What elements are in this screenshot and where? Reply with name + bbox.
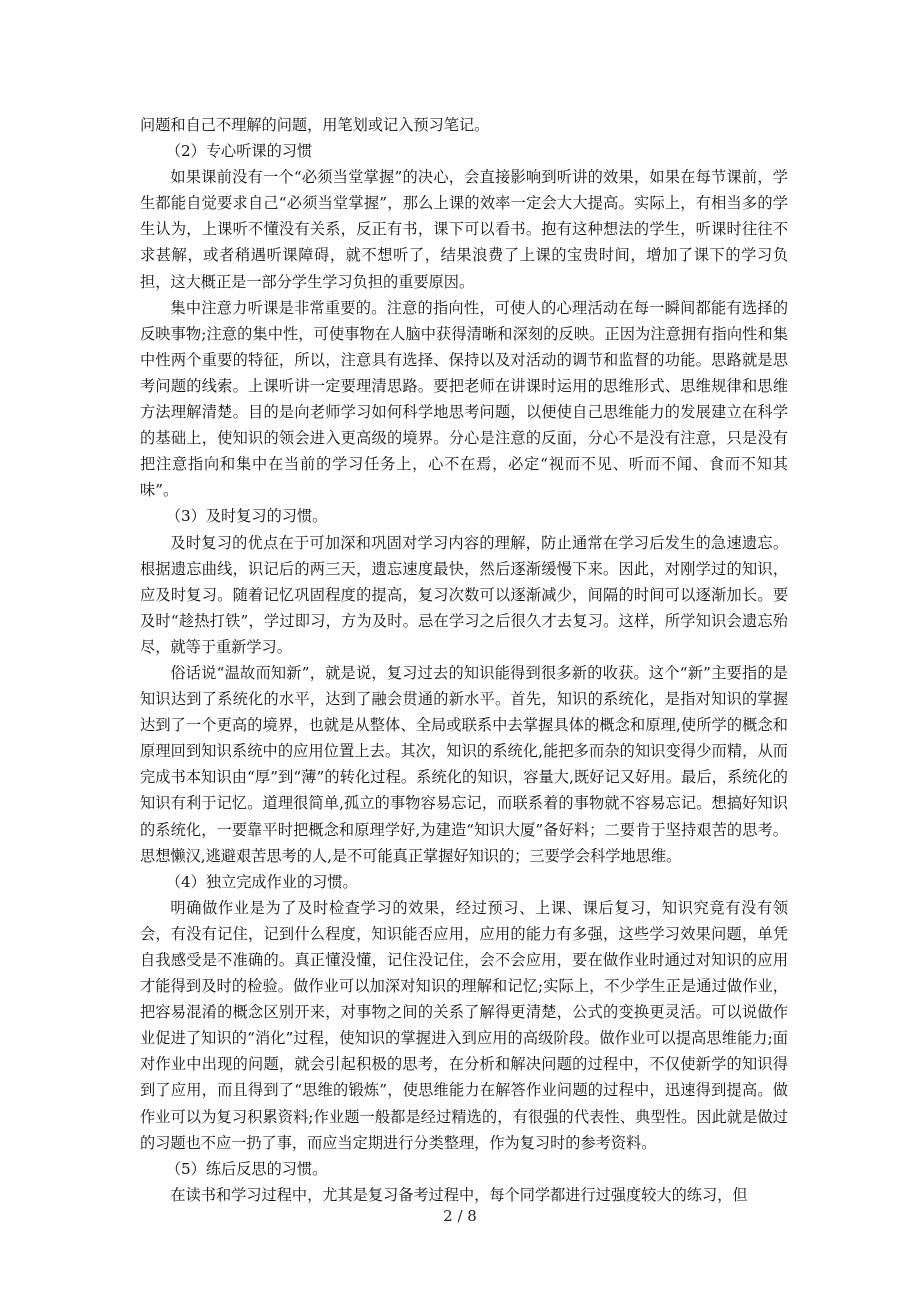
paragraph: 俗话说“温故而知新”，就是说，复习过去的知识能得到很多新的收获。这个“新”主要指的是知识达到了系统化的水平，达到了融会贯通的新水平。首先，知识的系统化，是指对知识的掌握达到了一个更高的境界，也就是从整体、全局或联系中去掌握具体的概念和原理,使所学的概念和原理回到知识系统中的应用位置上去。其次，知识的系统化,能把多而杂的知识变得少而精，从而完成书本知识由“厚”到“薄”的转化过程。系统化的知识，容量大,既好记又好用。最后，系统化的知识有利于记忆。道理很简单,孤立的事物容易忘记，而联系着的事物就不容易忘记。想搞好知识的系统化，一要靠平时把概念和原理学好,为建造“知识大厦”备好料；二要肯于坚持艰苦的思考。思想懒汉,逃避艰苦思考的人,是不可能真正掌握好知识的；三要学会科学地思维。 (140, 663, 788, 865)
page-number: 2 / 8 (443, 1207, 477, 1225)
section-heading-homework: （4）独立完成作业的习惯。 (165, 872, 358, 891)
paragraph: 在读书和学习过程中，尤其是复习备考过程中，每个同学都进行过强度较大的练习，但 (170, 1185, 748, 1204)
paragraph: 如果课前没有一个“必须当堂掌握”的决心，会直接影响到听讲的效果，如果在每节课前，学生都能自觉要求自己“必须当堂掌握”，那么上课的效率一定会大大提高。实际上，有相当多的学生认为，上课听不懂没有关系，反正有书，课下可以看书。抱有这种想法的学生，听课时往往不求甚解，或者稍遇听课障碍，就不想听了，结果浪费了上课的宝贵时间，增加了课下的学习负担，这大概正是一部分学生学习负担的重要原因。 (140, 168, 788, 291)
paragraph: 及时复习的优点在于可加深和巩固对学习内容的理解，防止通常在学习后发生的急速遗忘。根据遗忘曲线，识记后的两三天，遗忘速度最快，然后逐渐缓慢下来。因此，对刚学过的知识，应及时复习。随着记忆巩固程度的提高，复习次数可以逐渐减少，间隔的时间可以逐渐加长。要及时“趁热打铁”，学过即习，方为及时。忌在学习之后很久才去复习。这样，所学知识会遗忘殆尽，就等于重新学习。 (140, 533, 788, 656)
section-heading-reflection: （5）练后反思的习惯。 (165, 1159, 328, 1178)
document-body (140, 112, 788, 1208)
paragraph: 明确做作业是为了及时检查学习的效果，经过预习、上课、课后复习，知识究竟有没有领会，有没有记住，记到什么程度，知识能否应用，应用的能力有多强，这些学习效果问题，单凭自我感受是不准确的。真正懂没懂，记住没记住，会不会应用，要在做作业时通过对知识的应用才能得到及时的检验。做作业可以加深对知识的理解和记忆;实际上，不少学生正是通过做作业，把容易混淆的概念区别开来，对事物之间的关系了解得更清楚，公式的变换更灵活。可以说做作业促进了知识的“消化”过程，使知识的掌握进入到应用的高级阶段。做作业可以提高思维能力;面对作业中出现的问题，就会引起积极的思考，在分析和解决问题的过程中，不仅使新学的知识得到了应用，而且得到了“思维的锻炼”，使思维能力在解答作业问题的过程中，迅速得到提高。做作业可以为复习积累资料;作业题一般都是经过精选的，有很强的代表性、典型性。因此就是做过的习题也不应一扔了事，而应当定期进行分类整理，作为复习时的参考资料。 (140, 898, 788, 1152)
paragraph-continuation: 问题和自己不理解的问题，用笔划或记入预习笔记。 (140, 116, 490, 134)
section-heading-review: （3）及时复习的习惯。 (165, 507, 328, 526)
paragraph: 集中注意力听课是非常重要的。注意的指向性，可使人的心理活动在每一瞬间都能有选择的反映事物;注意的集中性，可使事物在人脑中获得清晰和深刻的反映。正因为注意拥有指向性和集中性两个重要的特征，所以，注意具有选择、保持以及对活动的调节和监督的功能。思路就是思考问题的线索。上课听讲一定要理清思路。要把老师在讲课时运用的思维形式、思维规律和思维方法理解清楚。目的是向老师学习如何科学地思考问题，以便使自己思维能力的发展建立在科学的基础上，使知识的领会进入更高级的境界。分心是注意的反面，分心不是没有注意，只是没有把注意指向和集中在当前的学习任务上，心不在焉，必定“视而不见、听而不闻、食而不知其味”。 (140, 298, 788, 500)
section-heading-listening: （2）专心听课的习惯 (165, 142, 313, 161)
